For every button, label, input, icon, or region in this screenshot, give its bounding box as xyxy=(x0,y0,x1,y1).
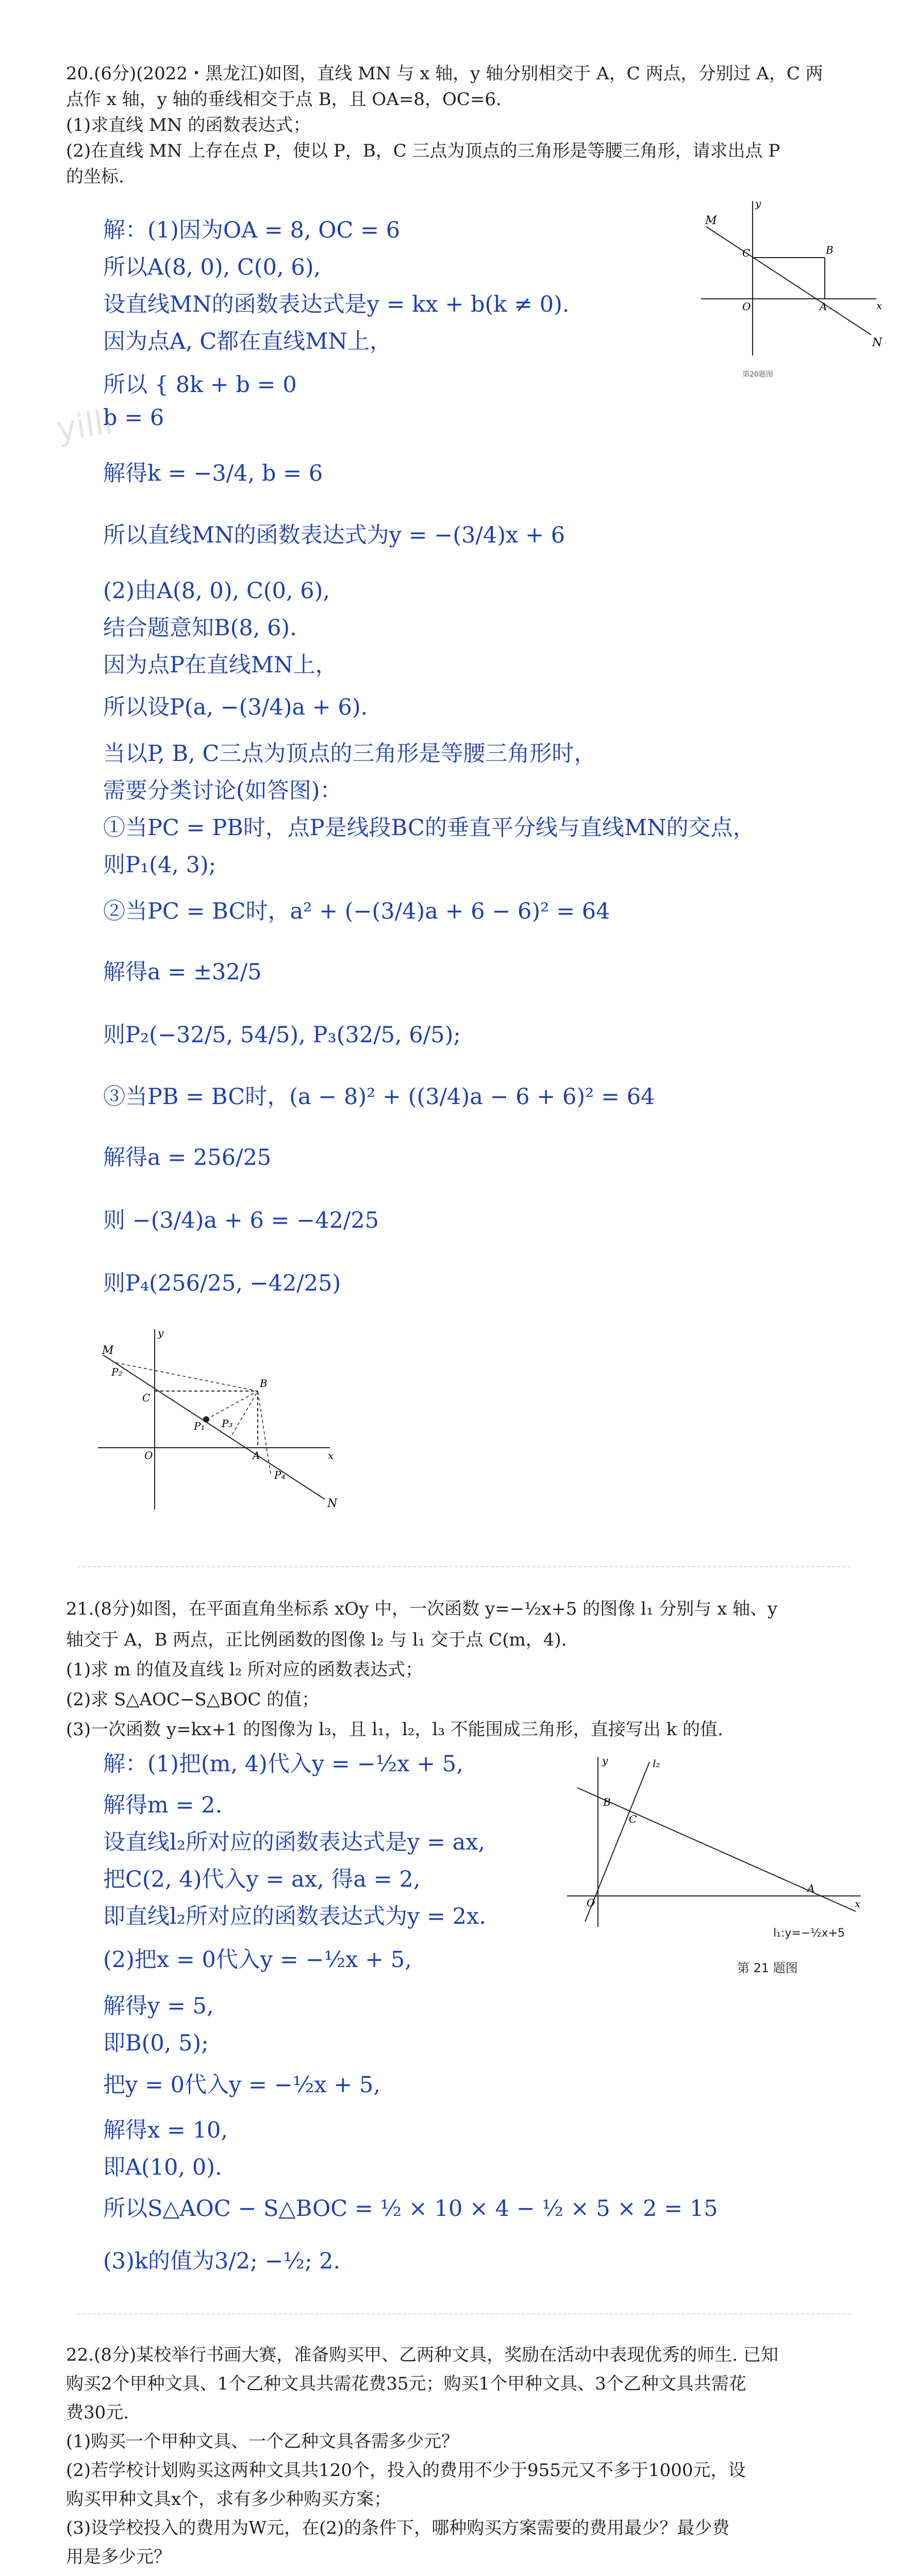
svg-text:A: A xyxy=(253,1449,260,1462)
q20-sol-21: 解得a = 256/25 xyxy=(103,1145,272,1171)
q22-line-2: 购买2个甲种文具、1个乙种文具共需花费35元；购买1个甲种文具、3个乙种文具共需花 xyxy=(66,2374,746,2394)
q20-sol-19: 则P₂(−32/5, 54/5), P₃(32/5, 6/5); xyxy=(103,1022,461,1048)
svg-text:B: B xyxy=(603,1796,611,1808)
q21-line-2: 轴交于 A，B 两点，正比例函数的图像 l₂ 与 l₁ 交于点 C(m，4). xyxy=(66,1630,567,1650)
q21-sol-9: 把y = 0代入y = −½x + 5, xyxy=(103,2072,381,2098)
svg-text:P₄: P₄ xyxy=(274,1469,286,1481)
divider-q22 xyxy=(77,2313,851,2314)
q21-sol-5: 即直线l₂所对应的函数表达式为y = 2x. xyxy=(103,1904,486,1929)
q20-sol-18: 解得a = ±32/5 xyxy=(103,959,262,985)
q20-line-3: (1)求直线 MN 的函数表达式； xyxy=(66,115,311,135)
q20-sol-23: 则P₄(256/25, −42/25) xyxy=(103,1270,341,1296)
q20-line-1: 20.(6分)(2022・黑龙江)如图，直线 MN 与 x 轴，y 轴分别相交于 A，C 两点，分别过 A，C 两 xyxy=(66,63,823,84)
svg-text:M: M xyxy=(102,1344,114,1357)
q20-sol-17: ②当PC = BC时，a² + (−(3/4)a + 6 − 6)² = 64 xyxy=(103,899,610,924)
q20-sol-7: 解得k = −3/4, b = 6 xyxy=(103,461,323,486)
q20-sol-14: 需要分类讨论(如答图)： xyxy=(103,778,342,804)
svg-text:y: y xyxy=(602,1754,608,1767)
svg-text:P₃: P₃ xyxy=(222,1417,233,1430)
svg-text:y: y xyxy=(755,197,761,210)
q22-line-6: 购买甲种文具x个，求有多少种购买方案； xyxy=(66,2489,392,2510)
q21-sol-13: (3)k的值为3/2; −½; 2. xyxy=(103,2248,341,2274)
svg-text:C: C xyxy=(142,1392,151,1404)
q21-sol-12: 所以S△AOC − S△BOC = ½ × 10 × 4 − ½ × 5 × 2 = 15 xyxy=(103,2196,718,2222)
svg-text:y: y xyxy=(158,1327,164,1339)
svg-text:x: x xyxy=(328,1449,334,1462)
q21-line-1: 21.(8分)如图，在平面直角坐标系 xOy 中，一次函数 y=−½x+5 的图像 l₁ 分别与 x 轴、y xyxy=(66,1599,778,1619)
q21-sol-4: 把C(2, 4)代入y = ax, 得a = 2, xyxy=(103,1867,421,1892)
svg-text:O: O xyxy=(587,1896,595,1909)
q21-figure-caption: 第 21 题图 xyxy=(737,1961,798,1975)
q21-line-4: (2)求 S△AOC−S△BOC 的值； xyxy=(66,1689,320,1710)
q20-sol-5: 所以 { 8k + b = 0 xyxy=(103,372,297,398)
svg-text:x: x xyxy=(876,299,882,312)
q21-figure-label: l₁:y=−½x+5 xyxy=(773,1927,845,1940)
q21-sol-3: 设直线l₂所对应的函数表达式是y = ax, xyxy=(103,1829,486,1855)
svg-text:P₂: P₂ xyxy=(111,1366,123,1378)
q20-sol-4: 因为点A, C都在直线MN上， xyxy=(103,329,392,354)
svg-text:O: O xyxy=(144,1449,153,1462)
svg-text:O: O xyxy=(742,300,751,313)
q22-line-8: 用是多少元？ xyxy=(66,2547,171,2567)
q20-sol-3: 设直线MN的函数表达式是y = kx + b(k ≠ 0). xyxy=(103,292,570,317)
svg-text:A: A xyxy=(807,1882,815,1894)
q21-sol-7: 解得y = 5, xyxy=(103,1993,214,2019)
q21-sol-10: 解得x = 10, xyxy=(103,2117,228,2143)
q21-sol-11: 即A(10, 0). xyxy=(103,2155,222,2180)
svg-text:x: x xyxy=(855,1897,861,1910)
q20-sol-2: 所以A(8, 0), C(0, 6), xyxy=(103,255,321,280)
q20-sol-16: 则P₁(4, 3); xyxy=(103,852,216,878)
svg-text:B: B xyxy=(826,244,834,256)
watermark: yilli xyxy=(54,403,115,449)
q22-line-1: 22.(8分)某校举行书画大赛，准备购买甲、乙两种文具，奖励在活动中表现优秀的师生. 已知 xyxy=(66,2345,778,2365)
q20-figure-caption: 第20题图 xyxy=(742,370,773,379)
q22-line-3: 费30元. xyxy=(66,2402,129,2423)
q22-line-5: (2)若学校计划购买这两种文具共120个，投入的费用不少于955元又不多于1000元，设 xyxy=(66,2460,746,2481)
q22-line-4: (1)购买一个甲种文具、一个乙种文具各需多少元？ xyxy=(66,2431,459,2452)
q20-sol-13: 当以P, B, C三点为顶点的三角形是等腰三角形时， xyxy=(103,741,596,767)
q20-sol-9: (2)由A(8, 0), C(0, 6), xyxy=(103,578,330,604)
q21-sol-2: 解得m = 2. xyxy=(103,1792,223,1818)
q20-figure xyxy=(691,196,887,366)
q22-line-7: (3)设学校投入的费用为W元，在(2)的条件下，哪种购买方案需要的费用最少？最少费 xyxy=(66,2518,730,2538)
divider-q21 xyxy=(77,1566,851,1567)
svg-text:C: C xyxy=(629,1813,637,1825)
svg-text:N: N xyxy=(327,1497,338,1510)
q20-sol-20: ③当PB = BC时，(a − 8)² + ((3/4)a − 6 + 6)² = 64 xyxy=(103,1084,655,1110)
q21-line-5: (3)一次函数 y=kx+1 的图像为 l₃，且 l₁，l₂，l₃ 不能围成三角形，直接写出 k 的值. xyxy=(66,1719,723,1740)
q21-sol-1: 解：(1)把(m, 4)代入y = −½x + 5, xyxy=(103,1751,463,1777)
q20-sol-12: 所以设P(a, −(3/4)a + 6). xyxy=(103,694,368,720)
q21-sol-8: 即B(0, 5); xyxy=(103,2030,209,2056)
q20-sol-15: ①当PC = PB时，点P是线段BC的垂直平分线与直线MN的交点， xyxy=(103,815,755,841)
q21-line-3: (1)求 m 的值及直线 l₂ 所对应的函数表达式； xyxy=(66,1659,423,1680)
svg-text:M: M xyxy=(705,214,717,227)
q21-sol-6: (2)把x = 0代入y = −½x + 5, xyxy=(103,1947,412,1973)
q20-sol-1: 解：(1)因为OA = 8, OC = 6 xyxy=(103,217,401,243)
q20-sol-10: 结合题意知B(8, 6). xyxy=(103,615,297,641)
svg-text:C: C xyxy=(742,247,751,259)
q20-line-4: (2)在直线 MN 上存在点 P，使以 P，B，C 三点为顶点的三角形是等腰三角形，请求出点 P xyxy=(66,141,780,161)
q20-answer-figure xyxy=(93,1324,338,1515)
svg-text:A: A xyxy=(820,300,827,313)
svg-text:N: N xyxy=(872,336,882,349)
q20-sol-6: b = 6 xyxy=(103,405,164,431)
q20-sol-11: 因为点P在直线MN上， xyxy=(103,652,338,678)
q20-sol-8: 所以直线MN的函数表达式为y = −(3/4)x + 6 xyxy=(103,522,565,548)
svg-text:l₂: l₂ xyxy=(653,1757,660,1770)
svg-text:B: B xyxy=(260,1377,268,1389)
q20-sol-22: 则 −(3/4)a + 6 = −42/25 xyxy=(103,1208,379,1233)
q20-line-5: 的坐标. xyxy=(66,166,124,187)
svg-text:P₁: P₁ xyxy=(194,1420,205,1432)
q21-figure xyxy=(557,1752,866,1937)
q20-line-2: 点作 x 轴，y 轴的垂线相交于点 B，且 OA=8，OC=6. xyxy=(66,89,502,110)
